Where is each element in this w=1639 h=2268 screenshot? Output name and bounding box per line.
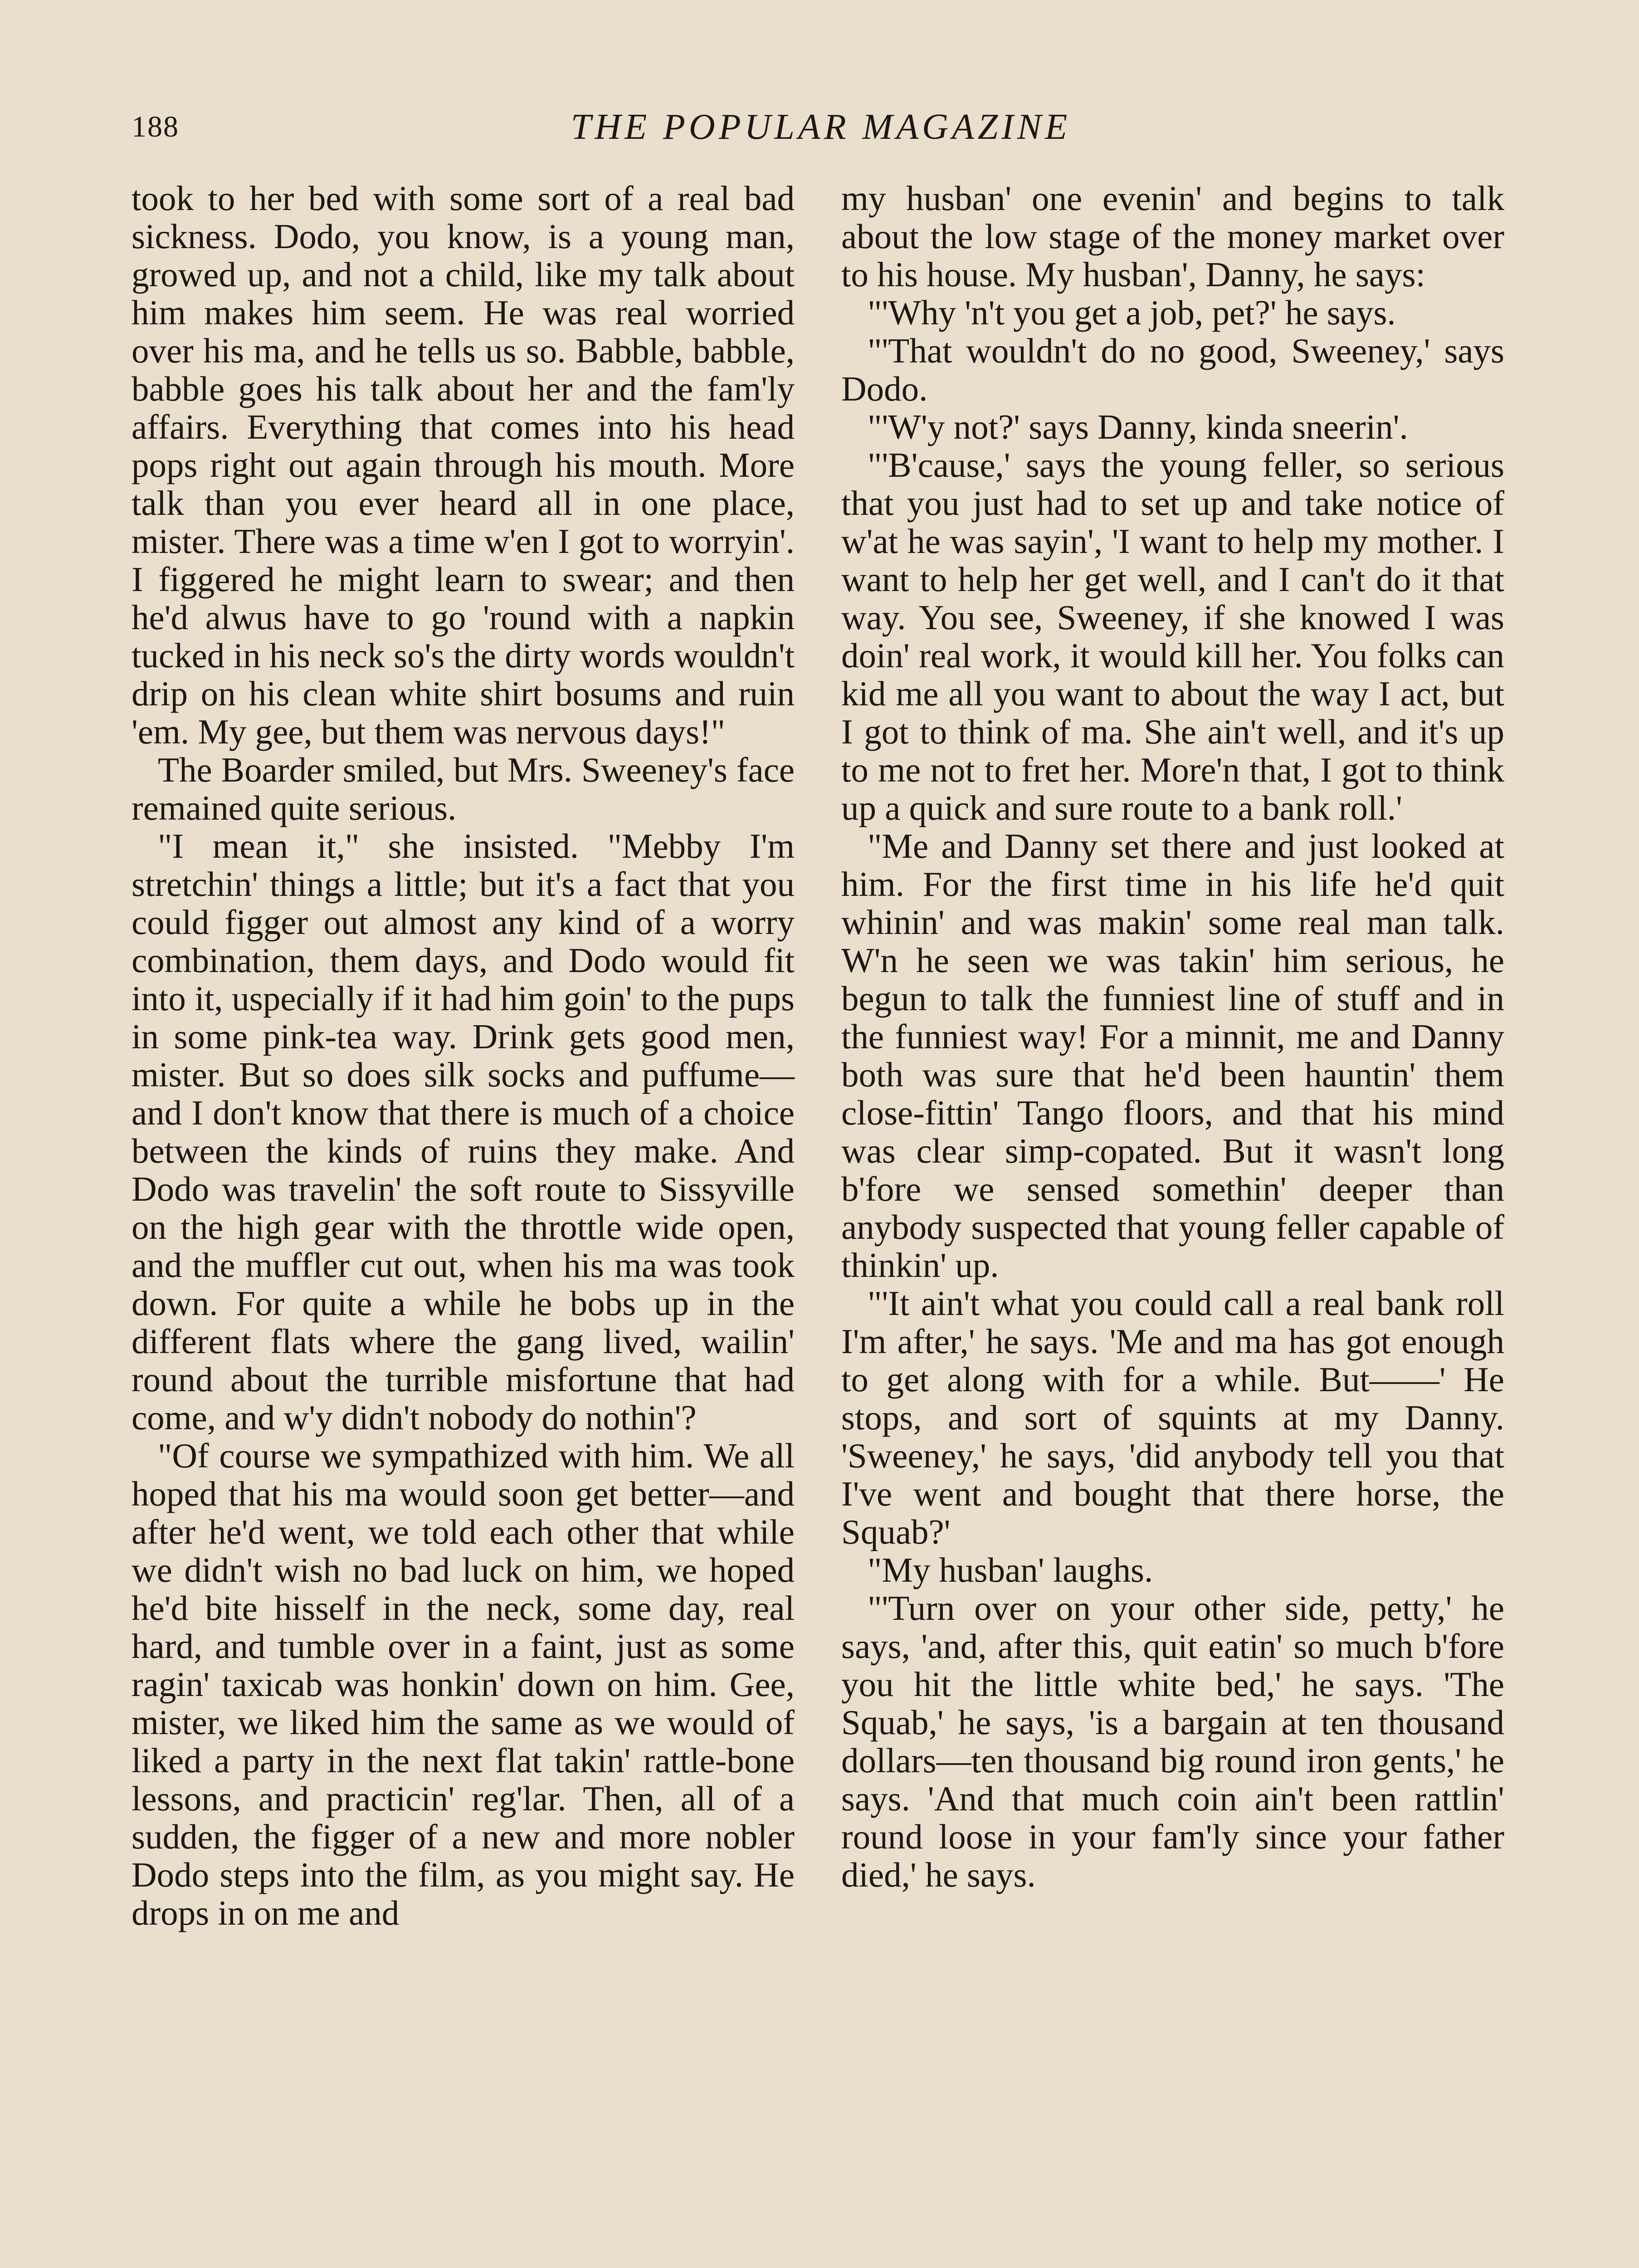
paragraph: "My husban' laughs. [868,1550,1153,1589]
paragraph: my husban' one evenin' and begins to talk about the low stage of the money market over to his house. My husban', Danny, he says: [841,179,1504,294]
paragraph: "Me and Danny set there and just looked at him. For the first time in his life he'd quit whinin' and was makin' some real man talk. W'n he seen we was takin' him serious, he begun to talk the funniest line of stuff and in the funniest way! For a minnit, me and Danny both was sure that he'd been hauntin' them close-fittin' Tango floors, and that his mind was clear simp-copated. But it wasn't long b'fore we sensed somethin' deeper than anybody suspected that young feller capable of thinkin' up. [841,826,1504,1285]
paragraph: "Of course we sympathized with him. We all hoped that his ma would soon get better—and after he'd went, we told each other that while we didn't wish no bad luck on him, we hoped he'd bite hisself in the neck, some day, real hard, and tumble over in a faint, just as some ragin' taxicab was honkin' down on him. Gee, mister, we liked him the same as we would of liked a party in the next flat takin' rattle-bone lessons, and practicin' reg'lar. Then, all of a sudden, the figger of a new and more nobler Dodo steps into the film, as you might say. He drops in on me and [132,1436,795,1932]
paragraph: "'W'y not?' says Danny, kinda sneerin'. [868,407,1408,446]
paragraph: "'Turn over on your other side, petty,' he says, 'and, after this, quit eatin' so much b'fore you hit the little white bed,' he says. 'The Squab,' he says, 'is a bargain at ten thousand dollars—ten thousand big round iron gents,' he says. 'And that much coin ain't been rattlin' round loose in your fam'ly since your father died,' he says. [841,1589,1504,1894]
paragraph: "I mean it," she insisted. "Mebby I'm stretchin' things a little; but it's a fact that you could figger out almost any kind of a worry combination, them days, and Dodo would fit into it, uspecially if it had him goin' to the pups in some pink-tea way. Drink gets good men, mister. But so does silk socks and puffume—and I don't know that there is much of a choice between the kinds of ruins they make. And Dodo was travelin' the soft route to Sissyville on the high gear with the throttle wide open, and the muffler cut out, when his ma was took down. For quite a while he bobs up in the different flats where the gang lived, wailin' round about the turrible misfortune that had come, and w'y didn't nobody do nothin'? [132,826,795,1437]
paragraph: "'That wouldn't do no good, Sweeney,' says Dodo. [841,331,1504,408]
right-column [841,179,1504,1894]
running-title: THE POPULAR MAGAZINE [571,107,1071,147]
left-column [132,179,795,1932]
paragraph: "'B'cause,' says the young feller, so serious that you just had to set up and take notice of w'at he was sayin', 'I want to help my mother. I want to help her get well, and I can't do it that way. You see, Sweeney, if she knowed I was doin' real work, it would kill her. You folks can kid me all you want to about the way I act, but I got to think of ma. She ain't well, and it's up to me not to fret her. More'n that, I got to think up a quick and sure route to a bank roll.' [841,445,1504,827]
paragraph: "'It ain't what you could call a real bank roll I'm after,' he says. 'Me and ma has got enough to get along with for a while. But——' He stops, and sort of squints at my Danny. 'Sweeney,' he says, 'did anybody tell you that I've went and bought that there horse, the Squab?' [841,1284,1504,1551]
page-number: 188 [132,110,179,143]
paragraph: took to her bed with some sort of a real bad sickness. Dodo, you know, is a young man, growed up, and not a child, like my talk about him makes him seem. He was real worried over his ma, and he tells us so. Babble, babble, babble goes his talk about her and the fam'ly affairs. Everything that comes into his head pops right out again through his mouth. More talk than you ever heard all in one place, mister. There was a time w'en I got to worryin'. I figgered he might learn to swear; and then he'd alwus have to go 'round with a napkin tucked in his neck so's the dirty words wouldn't drip on his clean white shirt bosums and ruin 'em. My gee, but them was nervous days!" [132,179,795,751]
paragraph: "'Why 'n't you get a job, pet?' he says. [868,293,1396,332]
page-header [132,102,1510,152]
paragraph: The Boarder smiled, but Mrs. Sweeney's face remained quite serious. [132,750,795,827]
